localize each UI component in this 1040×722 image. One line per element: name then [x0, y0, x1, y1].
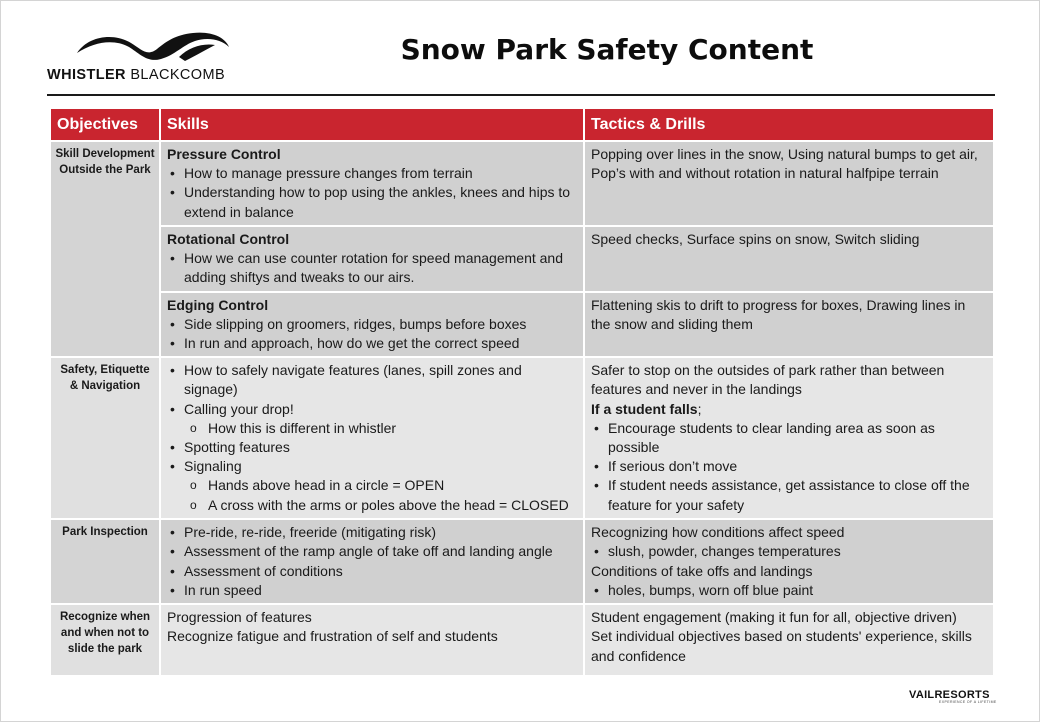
table-row: [51, 293, 993, 357]
title-rule: [47, 94, 995, 96]
objective-cell: Skill Development Outside the Park: [51, 142, 159, 356]
tactics-line: Conditions of take offs and landings: [591, 562, 813, 579]
page-title: Snow Park Safety Content: [400, 33, 814, 66]
tactics-heading: If a student falls: [591, 400, 698, 417]
whistler-blackcomb-logo-icon: [75, 27, 231, 65]
header-skills: Skills: [161, 109, 583, 140]
list-item: • If serious don’t move: [608, 457, 987, 476]
skill-line: Recognize fatigue and frustration of self and students: [167, 628, 498, 645]
skills-cell: [161, 605, 583, 675]
skill-list: [167, 361, 577, 515]
tactics-cell: Flattening skis to drift to progress for boxes, Drawing lines in the snow and sliding them: [585, 293, 993, 357]
skills-cell: [161, 358, 583, 518]
list-item: • How to safely navigate features (lanes, spill zones and signage): [184, 361, 577, 399]
list-item: • How to manage pressure changes from terrain: [184, 164, 577, 183]
vail-resorts-logo: [909, 689, 999, 707]
safety-table: [49, 107, 995, 677]
vail-resorts-wordmark: VAILRESORTS: [909, 689, 990, 701]
objective-cell: Recognize when and when not to slide the park: [51, 605, 159, 675]
objective-cell: Safety, Etiquette & Navigation: [51, 358, 159, 518]
list-item: • How we can use counter rotation for speed management and adding shiftys and tweaks to our airs.: [184, 249, 577, 287]
tactics-cell: [585, 358, 993, 518]
objective-cell: Park Inspection: [51, 520, 159, 603]
header-objectives: Objectives: [51, 109, 159, 140]
header-tactics: Tactics & Drills: [585, 109, 993, 140]
sub-list-item: o A cross with the arms or poles above the head = CLOSED: [208, 496, 577, 515]
tactics-cell: [585, 605, 993, 675]
logo-wordmark: WHISTLER BLACKCOMB: [47, 67, 226, 83]
tactics-line: Set individual objectives based on students' experience, skills and confidence: [591, 628, 972, 664]
skill-heading: Rotational Control: [167, 231, 290, 247]
tactics-list: [591, 542, 987, 561]
list-item: • In run speed: [184, 581, 577, 600]
list-item: • Signaling o Hands above head in a circle = OPEN o A cross with the arms or poles above the head = CLOSED: [184, 457, 577, 515]
tactics-cell: [585, 520, 993, 603]
vail-resorts-tagline: EXPERIENCE OF A LIFETIME: [939, 700, 997, 704]
skill-list: [167, 249, 577, 287]
table-row: [51, 142, 993, 225]
list-item: • In run and approach, how do we get the correct speed: [184, 334, 577, 353]
table-row: [51, 605, 993, 675]
table-header-row: [51, 109, 993, 140]
list-item: • If student needs assistance, get assistance to close off the feature for your safety: [608, 476, 987, 514]
list-item: • Side slipping on groomers, ridges, bumps before boxes: [184, 315, 577, 334]
tactics-heading-line: If a student falls;: [591, 400, 702, 417]
sub-list-item: o How this is different in whistler: [208, 419, 577, 438]
table-row: [51, 358, 993, 518]
list-item: • holes, bumps, worn off blue paint: [608, 581, 987, 600]
tactics-cell: Speed checks, Surface spins on snow, Switch sliding: [585, 227, 993, 291]
whistler-blackcomb-logo: [47, 27, 257, 85]
sub-list: [184, 476, 577, 514]
list-item: • slush, powder, changes temperatures: [608, 542, 987, 561]
skill-heading: Pressure Control: [167, 146, 281, 162]
tactics-cell: Popping over lines in the snow, Using natural bumps to get air, Pop’s with and without rotation in natural halfpipe terrain: [585, 142, 993, 225]
skill-heading: Edging Control: [167, 296, 269, 313]
list-item: • Calling your drop! o How this is different in whistler: [184, 400, 577, 438]
skill-line: Progression of features: [167, 609, 312, 626]
list-item: • Encourage students to clear landing area as soon as possible: [608, 419, 987, 457]
list-item: • Assessment of conditions: [184, 562, 577, 581]
skill-list: [167, 315, 577, 353]
table-row: [51, 520, 993, 603]
skills-cell: [161, 520, 583, 603]
sub-list-item: o Hands above head in a circle = OPEN: [208, 476, 577, 495]
skills-cell: [161, 227, 583, 291]
skill-list: [167, 164, 577, 222]
sub-list: [184, 419, 577, 438]
table-row: [51, 227, 993, 291]
list-item: • Assessment of the ramp angle of take off and landing angle: [184, 542, 577, 561]
list-item: • Pre-ride, re-ride, freeride (mitigating risk): [184, 523, 577, 542]
tactics-line: Recognizing how conditions affect speed: [591, 524, 845, 541]
tactics-list: [591, 419, 987, 515]
tactics-list: [591, 581, 987, 600]
skills-cell: [161, 142, 583, 225]
tactics-line: Student engagement (making it fun for all, objective driven): [591, 609, 957, 626]
skills-cell: [161, 293, 583, 357]
list-item: • Understanding how to pop using the ankles, knees and hips to extend in balance: [184, 183, 577, 221]
skill-list: [167, 523, 577, 600]
list-item: • Spotting features: [184, 438, 577, 457]
tactics-intro: Safer to stop on the outsides of park rather than between features and never in the landings: [591, 362, 945, 398]
